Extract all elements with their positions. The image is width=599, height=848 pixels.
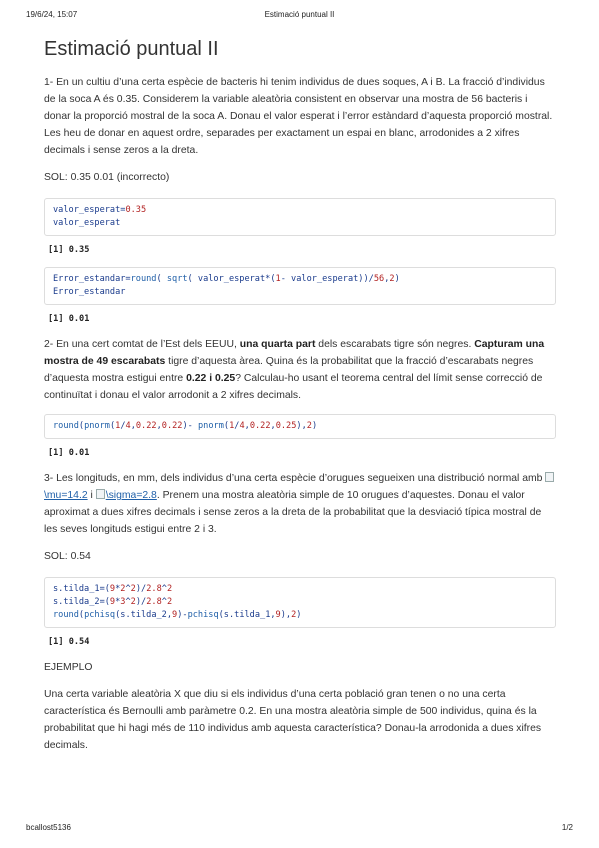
print-title: Estimació puntual II (264, 10, 335, 19)
example-heading: EJEMPLO (44, 662, 93, 673)
broken-image-icon (545, 472, 554, 482)
code-output-1: [1] 0.35 (48, 245, 90, 255)
question-1-solution: SOL: 0.35 0.01 (incorrecto) (44, 172, 170, 183)
document-content (44, 36, 556, 764)
question-1-text: 1- En un cultiu d’una certa espècie de bacteris hi tenim individus de dues soques, A i B. La fracció d’individus de la soca A és 0.35. Considerem la variable aleatòria consistent en observar una mostra de 56 bacteris i donar la proporció mostral de la soca A. Donau el valor esperat i l’error estàndard d’aquesta proporció mostral. Les heu de donar en aquest ordre, separades per exactament un espai en blanc, arrodonides a 2 xifres decimals i sense zeros a la dreta. (44, 77, 553, 156)
page-title: Estimació puntual II (44, 38, 219, 60)
formula-mu-link[interactable]: \mu=14.2 (44, 490, 88, 501)
example-text: Una certa variable aleatòria X que diu si els individus d’una certa població gran tenen o no una certa característica és Bernoulli amb paràmetre 0.2. En una mostra aleatòria simple de 500 individus, quina és la probabilitat que hi hagi més de 110 individus amb aquesta característica? Donau-la arrodonida a dues xifres decimals. (44, 689, 542, 751)
print-source: bcallost5136 (26, 823, 71, 832)
broken-image-icon (96, 489, 105, 499)
page-header (26, 10, 573, 22)
code-block-4: s.tilda_1=(9*2^2)/2.8^2 s.tilda_2=(9*3^2)/2.8^2 round(pchisq(s.tilda_2,9)-pchisq(s.tilda_1,9),2) (44, 577, 556, 628)
code-output-3: [1] 0.01 (48, 448, 90, 458)
question-2-text: 2- En una cert comtat de l’Est dels EEUU, una quarta part dels escarabats tigre són negres. Capturam una mostra de 49 escarabats tigre d’aquesta àrea. Quina és la probabilitat que la fracció d’escarabats negres d’aquesta mostra estigui entre 0.22 i 0.25? Calculau-ho usant el teorema central del límit sense correcció de continuïtat i donau el valor arrodonit a 2 xifres decimals. (44, 339, 545, 401)
question-3-solution: SOL: 0.54 (44, 551, 91, 562)
code-block-1: valor_esperat=0.35 valor_esperat (44, 198, 556, 236)
page-footer (26, 823, 573, 835)
code-output-4: [1] 0.54 (48, 637, 90, 647)
print-datetime: 19/6/24, 15:07 (26, 10, 78, 19)
page-number: 1/2 (561, 823, 573, 832)
formula-sigma-link[interactable]: \sigma=2.8 (105, 490, 157, 501)
code-output-2: [1] 0.01 (48, 314, 90, 324)
code-block-2: Error_estandar=round( sqrt( valor_esperat*(1- valor_esperat))/56,2) Error_estandar (44, 267, 556, 305)
question-3-text: 3- Les longituds, en mm, dels individus d’una certa espècie d’orugues segueixen una distribució normal amb \mu=14.2 i \sigma=2.8. Prenem una mostra aleatòria simple de 10 orugues d’aquestes. Donau el valor aproximat a dues xifres decimals i sense zeros a la dreta de la probabilitat que la desviació típica mostral de les seves longituds estigui entre 2 i 3. (44, 470, 556, 538)
code-block-3: round(pnorm(1/4,0.22,0.22)- pnorm(1/4,0.22,0.25),2) (44, 414, 556, 439)
